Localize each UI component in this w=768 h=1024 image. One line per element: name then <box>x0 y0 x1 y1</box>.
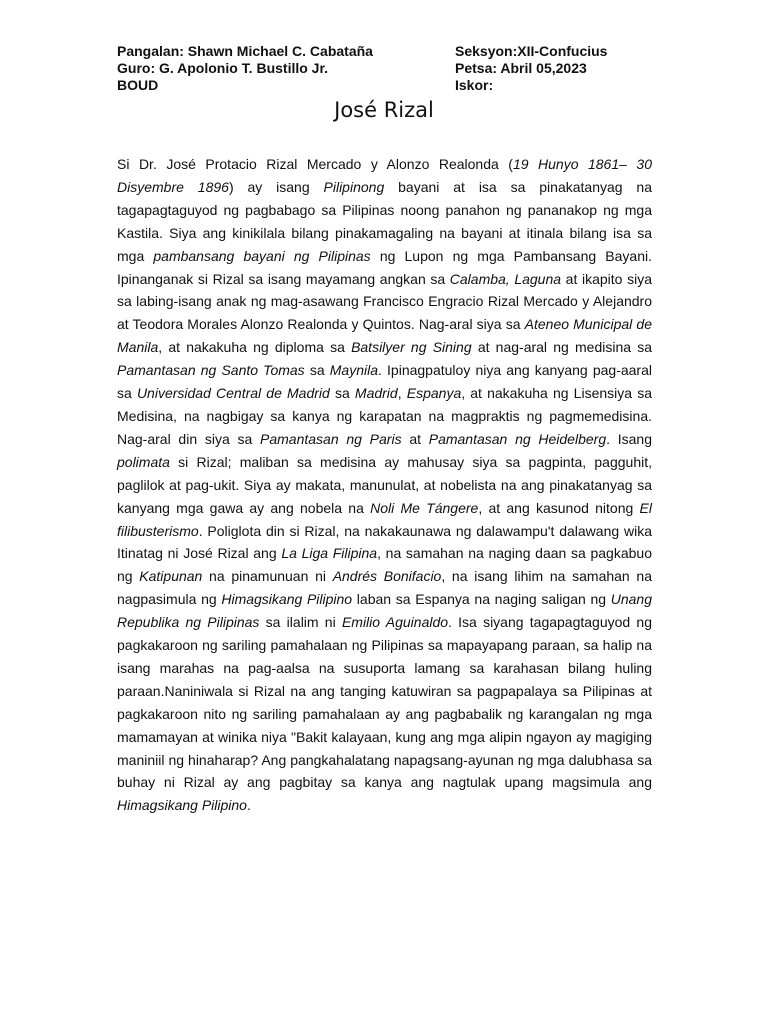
text-run: na pinamunuan ni <box>202 568 333 585</box>
italic-text-run: Pilipinong <box>323 178 385 195</box>
italic-text-run: pambansang bayani ng Pilipinas <box>153 247 371 264</box>
text-run: , na samahan na naging daan sa pagkabuo ng <box>117 545 652 585</box>
header-row-3 <box>117 77 657 94</box>
text-run: ng Lupon ng mga Pambansang Bayani. Ipinanganak si Rizal sa isang mayamang angkan sa <box>117 247 652 287</box>
body-paragraph <box>117 153 652 817</box>
italic-text-run: Himagsikang Pilipino <box>221 591 353 608</box>
italic-text-run: Universidad Central de Madrid <box>136 385 330 402</box>
italic-text-run: El filibusterismo <box>117 499 652 539</box>
italic-text-run: Ateneo Municipal de Manila <box>117 316 652 356</box>
section: Seksyon:XII-Confucius <box>455 43 608 59</box>
text-run: laban sa Espanya na naging saligan ng <box>352 591 611 608</box>
text-run: , at nakakuha ng Lisensiya sa Medisina, na nagbigay sa kanya ng karapatan na magpraktis ng pagmemedisina. Nag-aral din siya sa <box>117 385 652 447</box>
document-header <box>117 43 657 94</box>
text-run: si Rizal; maliban sa medisina ay mahusay siya sa pagpinta, pagguhit, paglilok at pag-ukit. Siya ay makata, manunulat, at nobelista na ang pinakatanyag sa kanyang mga gawa ay ang nobela na <box>117 453 652 516</box>
italic-text-run: polimata <box>117 453 170 470</box>
italic-text-run: Madrid <box>354 385 398 402</box>
italic-text-run: Espanya <box>406 385 462 402</box>
text-run: sa ilalim ni <box>259 614 342 631</box>
header-row-1 <box>117 43 657 60</box>
italic-text-run: Pamantasan ng Santo Tomas <box>117 362 305 379</box>
italic-text-run: Noli Me Tángere <box>370 499 479 516</box>
text-run: , at nakakuha ng diploma sa <box>158 339 352 356</box>
text-run: sa <box>329 385 355 402</box>
text-run: . Poliglota din si Rizal, na nakakaunawa ng dalawampu't dalawang wika Itinatag ni José Rizal ang <box>117 522 652 562</box>
date: Petsa: Abril 05,2023 <box>455 60 587 76</box>
text-run: – <box>619 156 637 172</box>
score-label: Iskor: <box>455 77 494 93</box>
italic-text-run: Pamantasan ng Heidelberg <box>428 430 607 447</box>
text-run: bayani at isa sa pinakatanyag na tagapagtaguyod ng pagbabago sa Pilipinas noong panahon ng pananakop ng mga Kastila. Siya ang kinikilala bilang pinakamagaling na bayani at itinala bilang isa sa mga <box>117 178 653 264</box>
text-run: , na isang lihim na samahan na nagpasimula ng <box>117 568 652 608</box>
text-run: . Isang <box>606 430 652 447</box>
italic-text-run: 19 Hunyo 1861 <box>512 156 620 172</box>
text-run: at ikapito siya sa labing-isang anak ng mag-asawang Francisco Engracio Rizal Mercado y Alejandro at Teodora Morales Alonzo Realonda y Quintos. Nag-aral siya sa <box>117 270 652 333</box>
header-row-2 <box>117 60 657 77</box>
text-run: , <box>397 385 407 402</box>
student-name: Pangalan: Shawn Michael C. Cabataña <box>117 43 373 59</box>
italic-text-run: Emilio Aguinaldo <box>341 614 449 631</box>
teacher-name: Guro: G. Apolonio T. Bustillo Jr. <box>117 60 329 76</box>
italic-text-run: Calamba, Laguna <box>449 270 562 287</box>
page-title: José Rizal <box>334 98 434 122</box>
text-run: . Isa siyang tagapagtaguyod ng pagkakaroon ng sariling pamahalaan ng Pilipinas sa mapayapang paraan, sa halip na isang marahas na pag-aalsa na susuporta lamang sa karahasan bilang huling paraan.Naniniwala si Rizal na ang tanging katuwiran sa pagpapalaya sa Pilipinas at pagkakaroon nito ng sariling pamahalaan ay ang pagbabalik ng karangalan ng mga mamamayan at winika niya "Bakit kalayaan, kung ang mga alipin ngayon ay magiging maniniil ng hinaharap? Ang pangkahalatang napagsang-ayunan ng mga dalubhasa sa buhay ni Rizal ay ang pagbitay sa kanya ang nagtulak upang magsimula ang <box>117 614 652 791</box>
italic-text-run: Katipunan <box>139 568 203 585</box>
text-run: . <box>246 797 251 814</box>
text-run: ) ay isang <box>228 178 324 195</box>
italic-text-run: Pamantasan ng Paris <box>260 430 402 447</box>
italic-text-run: Unang Republika ng Pilipinas <box>117 591 652 631</box>
text-run: at nag-aral ng medisina sa <box>471 339 653 356</box>
text-run: . Ipinagpatuloy niya ang kanyang pag-aaral sa <box>117 362 652 402</box>
italic-text-run: Himagsikang Pilipino <box>117 797 247 814</box>
text-run: Si Dr. José Protacio Rizal Mercado y Alonzo Realonda ( <box>117 156 513 172</box>
text-run: at <box>401 430 429 447</box>
italic-text-run: Maynila <box>329 362 378 379</box>
italic-text-run: 30 Disyembre 1896 <box>117 156 652 195</box>
italic-text-run: Batsilyer ng Sining <box>351 339 472 356</box>
boud-label: BOUD <box>117 77 159 93</box>
italic-text-run: Andrés Bonifacio <box>332 568 442 585</box>
text-run: sa <box>304 362 330 379</box>
text-run: , at ang kasunod nitong <box>478 499 640 516</box>
italic-text-run: La Liga Filipina <box>281 545 378 562</box>
